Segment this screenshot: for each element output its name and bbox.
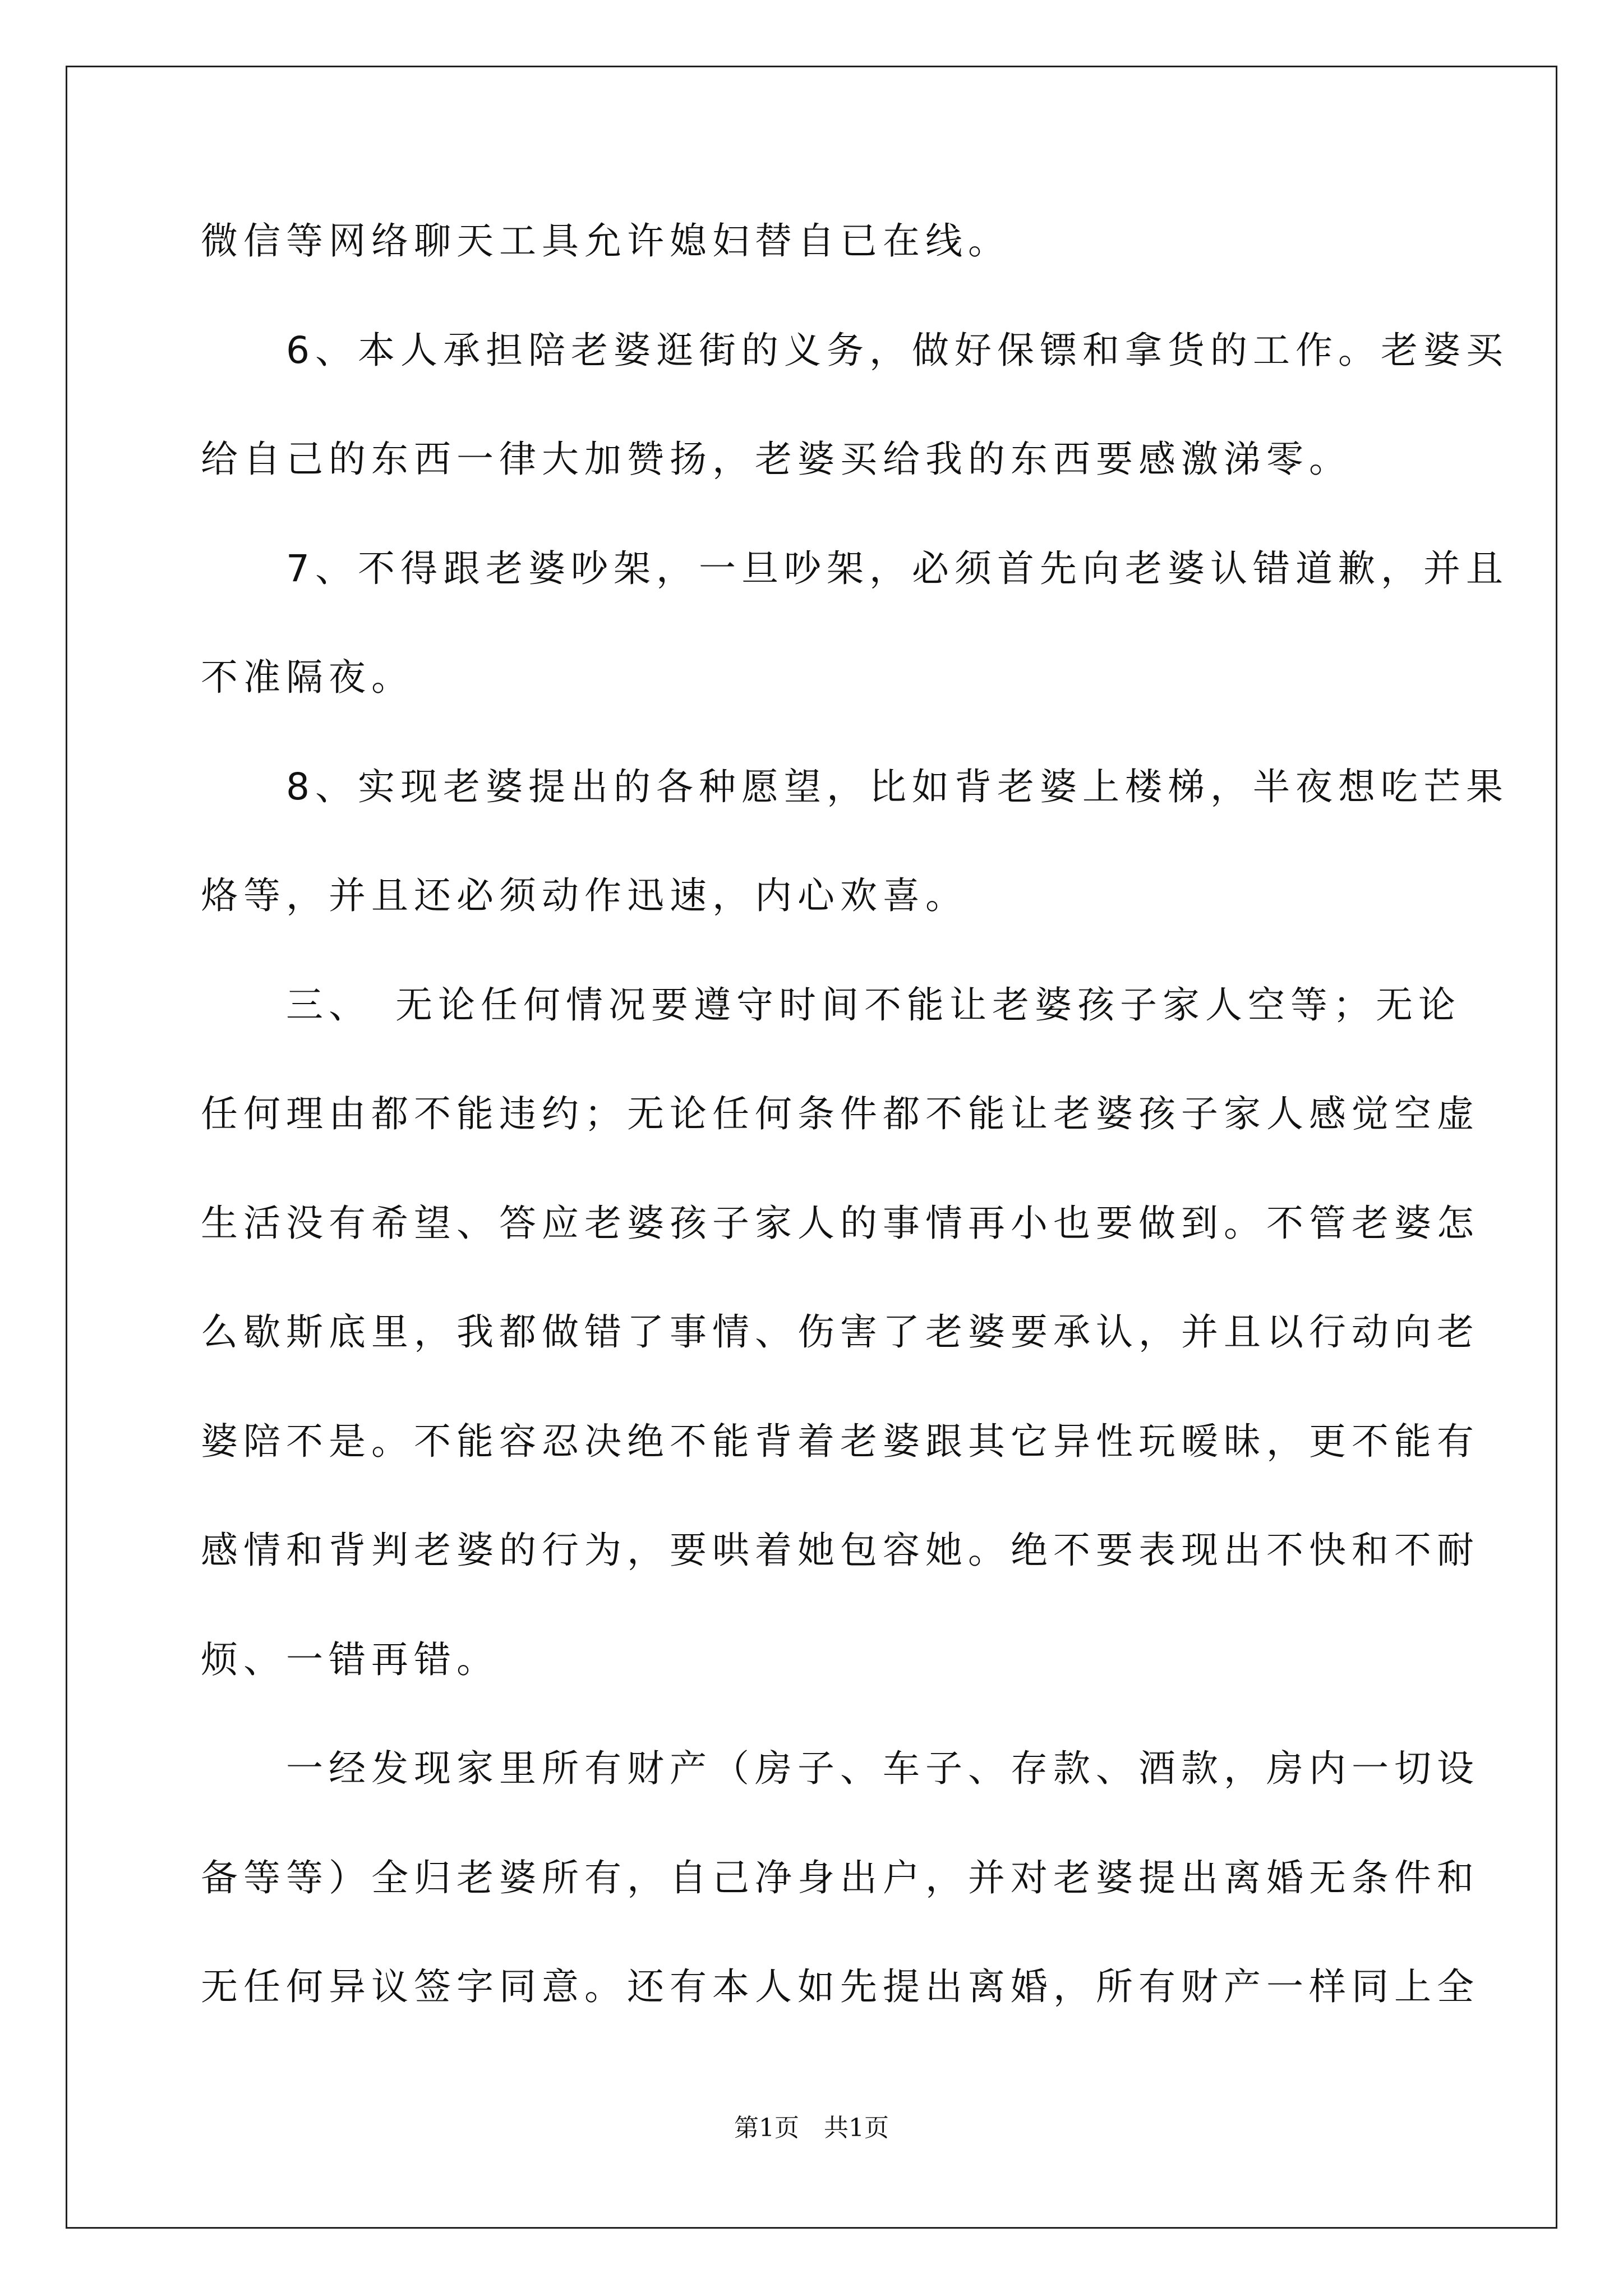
text-line: 烦、一错再错。 [201,1638,499,1681]
page-border [66,66,1557,2229]
page-number: 第1页 共1页 [734,2114,889,2142]
text-line: 6、本人承担陪老婆逛街的义务，做好保镖和拿货的工作。老婆买 [201,329,1509,372]
text-line: 无任何异议签字同意。还有本人如先提出离婚，所有财产一样同上全 [201,1965,1479,2008]
text-line: 不准隔夜。 [201,656,414,699]
text-line: 8、实现老婆提出的各种愿望，比如背老婆上楼梯，半夜想吃芒果 [201,765,1509,808]
text-line: 备等等）全归老婆所有，自己净身出户，并对老婆提出离婚无条件和 [201,1856,1479,1899]
text-line: 7、不得跟老婆吵架，一旦吵架，必须首先向老婆认错道歉，并且 [201,547,1509,590]
text-line: 三、 无论任何情况要遵守时间不能让老婆孩子家人空等；无论 [201,983,1461,1027]
text-line: 任何理由都不能违约；无论任何条件都不能让老婆孩子家人感觉空虚 [201,1092,1479,1135]
text-line: 感情和背判老婆的行为，要哄着她包容她。绝不要表现出不快和不耐 [201,1529,1479,1572]
text-line: 烙等，并且还必须动作迅速，内心欢喜。 [201,874,968,917]
text-line: 婆陪不是。不能容忍决绝不能背着老婆跟其它异性玩暧昧，更不能有 [201,1420,1479,1463]
text-line: 么歇斯底里，我都做错了事情、伤害了老婆要承认，并且以行动向老 [201,1310,1479,1354]
text-line: 一经发现家里所有财产（房子、车子、存款、酒款，房内一切设 [201,1747,1479,1790]
text-line: 生活没有希望、答应老婆孩子家人的事情再小也要做到。不管老婆怎 [201,1202,1479,1245]
text-line: 给自己的东西一律大加赞扬，老婆买给我的东西要感激涕零。 [201,438,1352,481]
text-line: 微信等网络聊天工具允许媳妇替自已在线。 [201,219,1011,263]
